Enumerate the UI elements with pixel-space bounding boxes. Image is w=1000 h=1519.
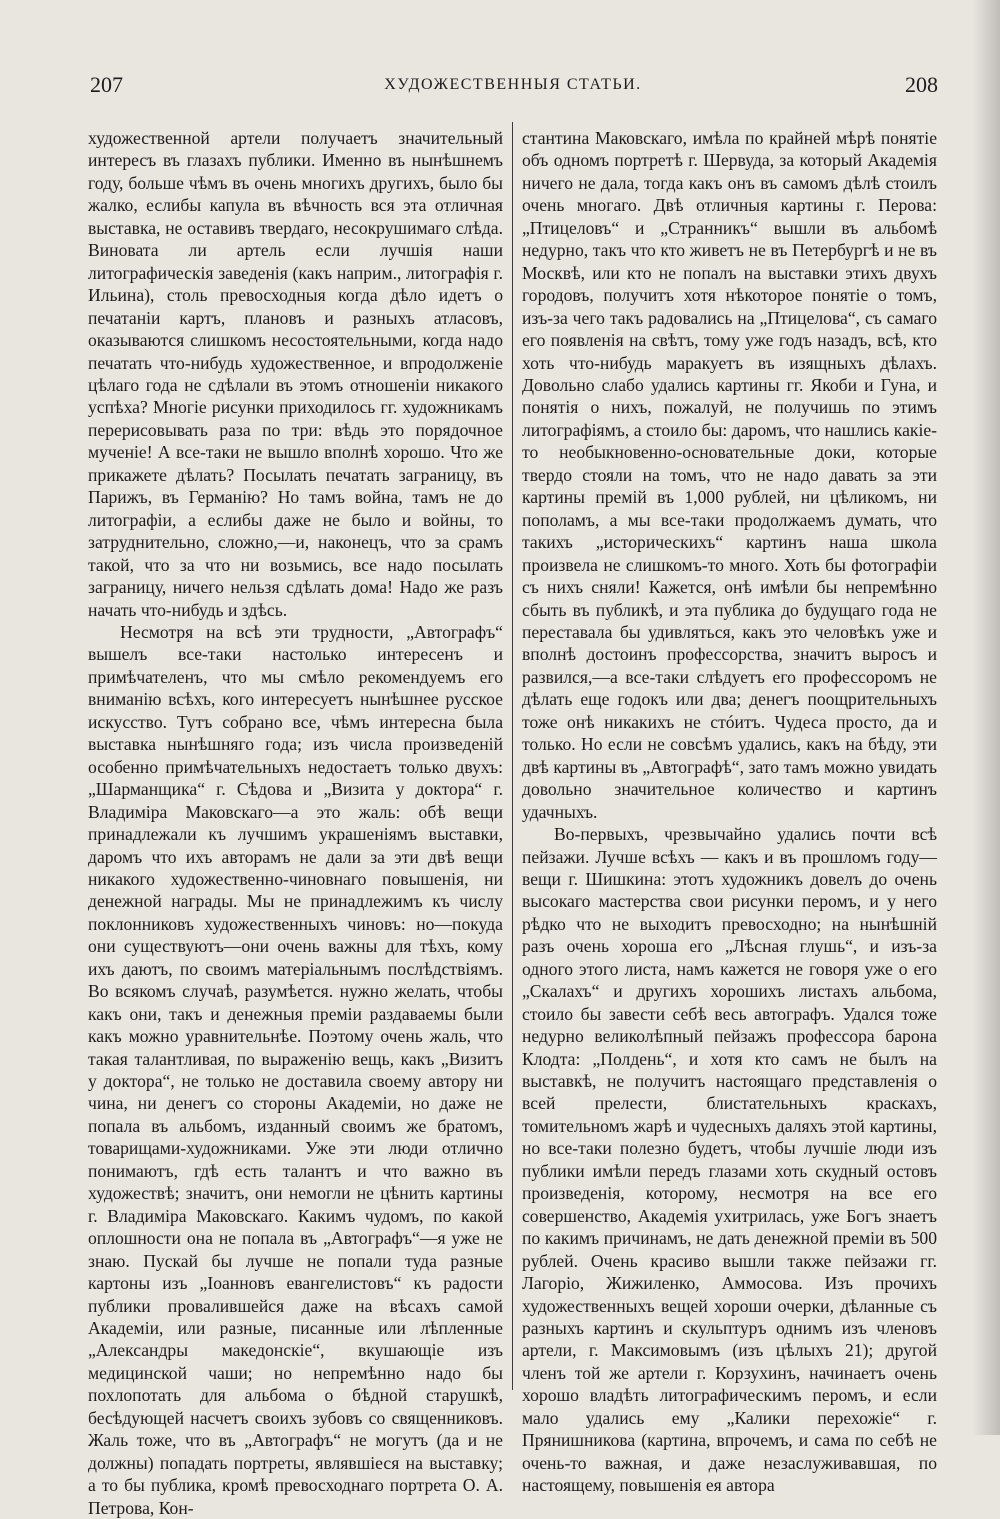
column-divider xyxy=(512,122,513,1390)
right-paragraph-1: стантина Маковскаго, имѣла по крайней мѣрѣ понятіе объ одномъ портретѣ г. Шервуда, за который Академія ничего не дала, тогда какъ онъ въ самомъ дѣлѣ стоилъ очень многаго. Двѣ отличныя картины г. Перова: „Птицеловъ“ и „Странникъ“ вышли въ альбомѣ недурно, такъ что кто живетъ не въ Петербургѣ и не въ Москвѣ, или кто не попалъ на выставки этихъ двухъ городовъ, получитъ хотя нѣкоторое понятіе о томъ, изъ-за чего такъ радовались на „Птицелова“, съ самаго его появленія на свѣтъ, тому уже годъ назадъ, всѣ, кто хоть что-нибудь маракуетъ въ изящныхъ дѣлахъ. Довольно слабо удались картины гг. Якоби и Гуна, и понятія о нихъ, пожалуй, не получишь по этимъ литографіямъ, а стоило бы: даромъ, что нашлись какіе-то необыкновенно-основательные доки, которые твердо стояли на томъ, что не надо давать за эти картины премій въ 1,000 рублей, ни цѣликомъ, ни пополамъ, а мы все-таки продолжаемъ думать, что такихъ „историческихъ“ картинъ наша школа произвела не слишкомъ-то много. Хоть бы фотографіи съ нихъ сняли! Кажется, онѣ имѣли бы непремѣнно сбыть въ публикѣ, и эта публика до будущаго года не переставала бы удивляться, какъ это человѣкъ уже и вполнѣ достоинъ профессорства, значитъ выросъ и развился,—а все-таки слѣдуетъ его профессоромъ не дѣлать еще годокъ или два; денегъ поощрительныхъ тоже онѣ никакихъ не стóитъ. Чудеса просто, да и только. Но если не совсѣмъ удались, какъ на бѣду, эти двѣ картины въ „Автографѣ“, зато тамъ можно увидать довольно значительное количество и картинъ удачныхъ. xyxy=(522,128,937,822)
left-paragraph-1: художественной артели получаетъ значительный интересъ въ глазахъ публики. Именно въ нынѣшнемъ году, больше чѣмъ въ очень многихъ другихъ, было бы жалко, еслибы капула въ вѣчность вся эта отличная выставка, не оставивъ твердаго, несокрушимаго слѣда. Виновата ли артель если лучшія наши литографическія заведенія (какъ наприм., литографія г. Ильина), столь превосходныя когда дѣло идетъ о печатаніи картъ, плановъ и разныхъ атласовъ, оказываются слишкомъ несостоятельными, когда надо печатать что-нибудь художественное, и впродолженіе цѣлаго года не сдѣлали въ этомъ отношеніи никакого успѣха? Многіе рисунки приходилось гг. художникамъ перерисовывать раза по три: вѣдь это порядочное мученіе! А все-таки не вышло вполнѣ хорошо. Что же прикажете дѣлать? Посылать печатать заграницу, въ Парижъ, въ Германію? Но тамъ война, тамъ не до литографіи, а еслибы даже не было и войны, то затруднительно, сложно,—и, наконецъ, что за срамъ такой, что за что ни возьмись, все надо посылать заграницу, ничего нельзя сдѣлать дома! Надо же разъ начать что-нибудь и здѣсь. xyxy=(88,128,503,620)
right-paragraph-2: Во-первыхъ, чрезвычайно удались почти всѣ пейзажи. Лучше всѣхъ — какъ и въ прошломъ году—вещи г. Шишкина: этотъ художникъ довелъ до очень высокаго мастерства свои рисунки перомъ, и у него рѣдко что не выходитъ превосходно; на нынѣшній разъ очень хороша его „Лѣсная глушь“, и изъ-за одного этого листа, намъ кажется не говоря уже о его „Скалахъ“ и другихъ хорошихъ листахъ альбома, стоило бы завести себѣ весь автографъ. Удался тоже недурно великолѣпный пейзажъ профессора барона Клодта: „Полдень“, и хотя кто самъ не былъ на выставкѣ, не получитъ настоящаго представленія о всей прелести, блистательныхъ краскахъ, томительномъ жарѣ и чудесныхъ даляхъ этой картины, но все-таки полезно будетъ, чтобы лучшіе люди изъ публики имѣли передъ глазами хоть скудный остовъ произведенія, которому, несмотря на все его совершенство, Академія ухитрилась, уже Богъ знаетъ по какимъ причинамъ, не дать денежной преміи въ 500 рублей. Очень красиво вышли также пейзажи гг. Лагоріо, Жижиленко, Аммосова. Изъ прочихъ художественныхъ вещей хороши очерки, дѣланные съ разныхъ картинъ и скульптуръ однимъ изъ членовъ артели, г. Максимовымъ (изъ цѣлыхъ 21); другой членъ той же артели г. Корзухинъ, начинаетъ очень хорошо владѣть литографическимъ перомъ, и если мало удались ему „Калики перехожіе“ г. Прянишникова (картина, впрочемъ, и сама по себѣ не очень-то важная, и даже незаслуживавшая, по настоящему, повышенія ея автора xyxy=(522,824,937,1496)
left-column xyxy=(88,127,503,1518)
page-number-left: 207 xyxy=(90,72,123,97)
page-number-right: 208 xyxy=(905,72,938,97)
page-header xyxy=(88,70,938,104)
right-column xyxy=(522,127,937,1496)
page-edge-shadow xyxy=(972,0,1000,1435)
running-title: ХУДОЖЕСТВЕННЫЯ СТАТЬИ. xyxy=(384,76,642,93)
left-paragraph-2: Несмотря на всѣ эти трудности, „Автографъ“ вышелъ все-таки настолько интересенъ и примѣчателенъ, что мы смѣло рекомендуемъ его вниманію всѣхъ, кого интересуетъ нынѣшнее русское искусство. Тутъ собрано все, чѣмъ интересна была выставка нынѣшняго года; изъ числа произведеній особенно примѣчательныхъ недостаетъ только двухъ: „Шарманщика“ г. Сѣдова и „Визита у доктора“ г. Владиміра Маковскаго—а это жаль: обѣ вещи принадлежали къ лучшимъ украшеніямъ выставки, даромъ что ихъ авторамъ не дали за эти двѣ вещи никакого художественно-чиновнаго повышенія, ни денежной награды. Мы не принадлежимъ къ числу поклонниковъ художественныхъ чиновъ: но—покуда они существуютъ—они очень важны для тѣхъ, кому ихъ даютъ, по своимъ матеріальнымъ послѣдствіямъ. Во всякомъ случаѣ, разумѣется. нужно желать, чтобы какъ они, такъ и денежныя преміи раздаваемы были какъ можно уравнительнѣе. Поэтому очень жаль, что такая талантливая, по выраженію вещь, какъ „Визитъ у доктора“, не только не доставила своему автору ни чина, ни денегъ со стороны Академіи, но даже не попала въ альбомъ, изданный своимъ же братомъ, товарищами-художниками. Уже эти люди отлично понимаютъ, гдѣ есть талантъ и что важно въ художествѣ; значитъ, они немогли не цѣнить картины г. Владиміра Маковскаго. Какимъ чудомъ, по какой оплошности она не попала въ „Автографъ“—я уже не знаю. Пускай бы лучше не попали туда разные картоны изъ „Іоанновъ евангелистовъ“ къ радости публики провалившейся даже на вѣсахъ самой Академіи, или разные, писанные или лѣпленные „Александры македонскіе“, вкушающіе изъ медицинской чаши; но непремѣнно надо бы похлопотать для альбома о бѣдной старушкѣ, бесѣдующей насчетъ своихъ зубовъ со священниковъ. Жаль тоже, что въ „Автографъ“ не могутъ (да и не должны) попадать портреты, являвшіеся на выставку; а то бы публика, кромѣ превосходнаго портрета О. А. Петрова, Кон- xyxy=(88,621,503,1518)
